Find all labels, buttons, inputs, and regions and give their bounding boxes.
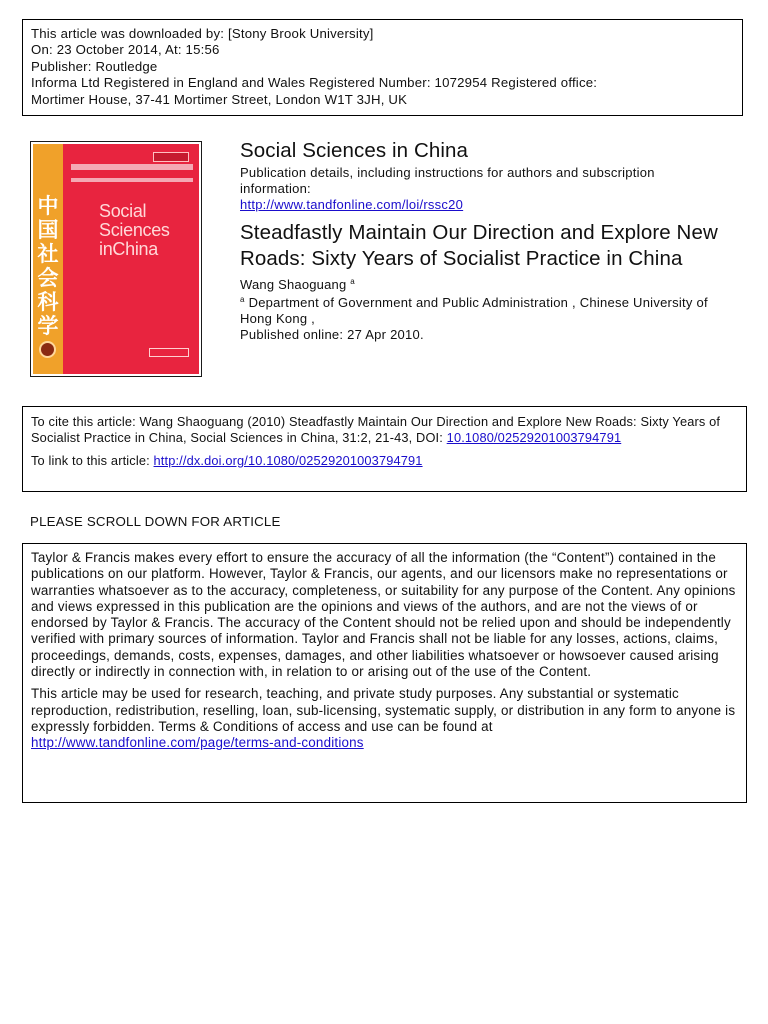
citation-box (22, 406, 747, 492)
cover-title (99, 202, 199, 259)
affiliation-mark: a (240, 295, 245, 304)
publication-details-text: Publication details, including instructions for authors and subscription information: (240, 165, 655, 196)
cover-vertical-title (35, 194, 61, 338)
publisher-logo-icon (149, 348, 189, 357)
cover-header-strip (71, 178, 193, 182)
citation-text: To cite this article: Wang Shaoguang (2010) Steadfastly Maintain Our Direction and Explore New Roads: Sixty Years of Socialist Practice in China, Social Sciences in China, 31:2, 21-43, DOI: (31, 414, 721, 445)
seal-icon (39, 341, 56, 358)
doi-link[interactable]: 10.1080/02529201003794791 (446, 430, 622, 445)
cover-char: 中 (37, 194, 59, 218)
journal-name: Social Sciences in China (240, 139, 469, 162)
cover-title-line: Social (99, 201, 147, 221)
cover-char: 学 (37, 314, 59, 338)
article-link-label: To link to this article: (31, 453, 154, 468)
cover-char: 会 (37, 266, 59, 290)
published-date: Published online: 27 Apr 2010. (240, 327, 424, 342)
cover-title-line: inChina (99, 239, 158, 259)
article-link[interactable]: http://dx.doi.org/10.1080/02529201003794791 (153, 453, 423, 468)
article-title: Steadfastly Maintain Our Direction and Explore New Roads: Sixty Years of Socialist Practice in China (240, 221, 718, 270)
cover-corner-stamp (153, 152, 189, 162)
download-line: This article was downloaded by: [Stony Brook University] (31, 26, 374, 41)
cover-char: 社 (37, 242, 59, 266)
author-line (240, 277, 740, 293)
disclaimer-box (22, 543, 747, 803)
registration: Informa Ltd Registered in England and Wales Registered Number: 1072954 Registered office: (31, 75, 598, 91)
citation (31, 414, 738, 446)
article-link-line (31, 453, 738, 469)
article-header (240, 139, 740, 343)
registered-office: Mortimer House, 37-41 Mortimer Street, London W1T 3JH, UK (31, 91, 408, 107)
author-name: Wang Shaoguang (240, 277, 347, 292)
publication-details (240, 165, 720, 213)
download-date: On: 23 October 2014, At: 15:56 (31, 42, 220, 58)
terms-link[interactable]: http://www.tandfonline.com/page/terms-and-conditions (31, 735, 364, 751)
download-notice-box (22, 19, 743, 116)
journal-cover-image (30, 141, 202, 377)
affiliation-text: Department of Government and Public Administration , Chinese University of Hong Kong , (240, 295, 708, 326)
cover-header-strip (71, 164, 193, 170)
author-affiliation-mark: a (350, 277, 355, 286)
scroll-notice: PLEASE SCROLL DOWN FOR ARTICLE (30, 514, 281, 529)
terms-paragraph (31, 686, 738, 751)
affiliation (240, 295, 735, 327)
cover-char: 科 (37, 290, 59, 314)
publisher: Publisher: Routledge (31, 58, 158, 74)
journal-url-link[interactable]: http://www.tandfonline.com/loi/rssc20 (240, 197, 464, 212)
disclaimer-paragraph: Taylor & Francis makes every effort to ensure the accuracy of all the information (the “Content”) contained in the publications on our platform. However, Taylor & Francis, our agents, and our licensors make no representations or warranties whatsoever as to the accuracy, completeness, or suitability for any purpose of the Content. Any opinions and views expressed in this publication are the opinions and views of the authors, and are not the views of or endorsed by Taylor & Francis. The accuracy of the Content should not be relied upon and should be independently verified with primary sources of information. Taylor and Francis shall not be liable for any losses, actions, claims, proceedings, demands, costs, expenses, damages, and other liabilities whatsoever or howsoever caused arising directly or indirectly in connection with, in relation to or arising out of the use of the Content. (31, 550, 736, 680)
cover-title-line: Sciences (99, 220, 170, 240)
cover-char: 国 (37, 218, 59, 242)
terms-text: This article may be used for research, teaching, and private study purposes. Any substantial or systematic reproduction, redistribution, reselling, loan, sub-licensing, systematic supply, or distribution in any form to anyone is expressly forbidden. Terms & Conditions of access and use can be found at (31, 686, 736, 734)
